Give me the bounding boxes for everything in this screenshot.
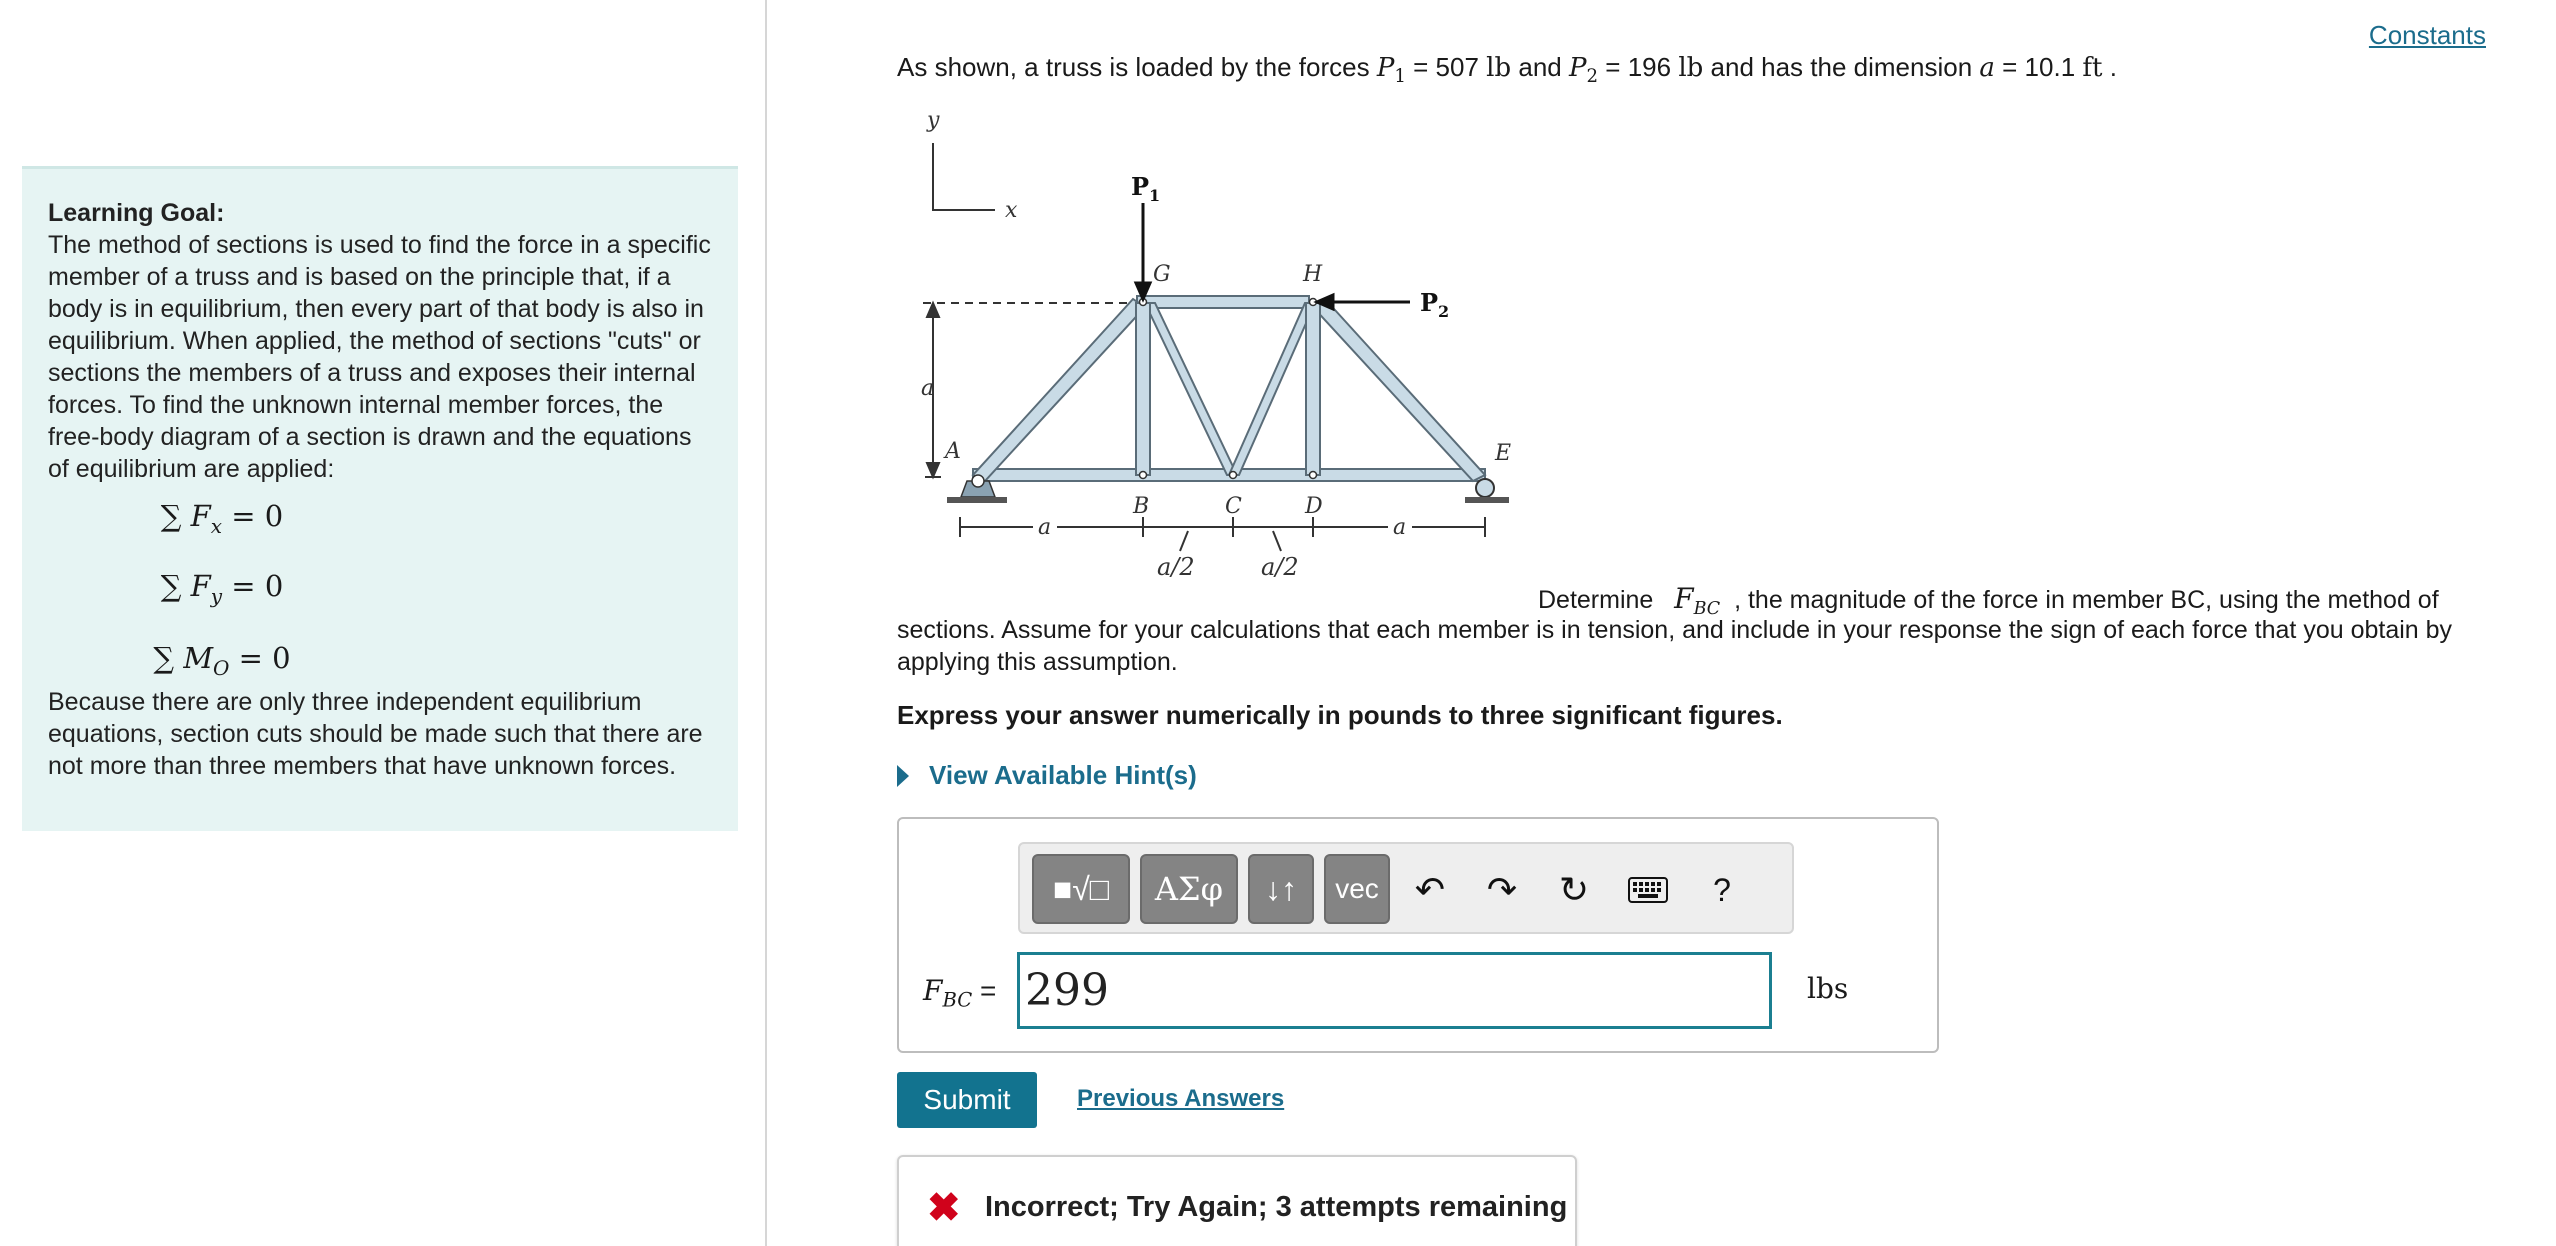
learning-goal-title: Learning Goal: (48, 199, 225, 227)
constants-link[interactable]: Constants (2368, 20, 2486, 50)
answer-variable-label: $F_{BC}$ = (923, 974, 997, 1012)
view-hints-toggle[interactable] (897, 760, 1197, 791)
equation-sum-fy: ∑ $F_y = 0$ (160, 568, 284, 608)
feedback-message: Incorrect; Try Again; 3 attempts remaining (985, 1191, 1568, 1223)
question-first-line: Determine $F_{BC}$ , the magnitude of the force in member BC, using the method of (1538, 582, 2439, 619)
node-label-b: B (1133, 494, 1150, 519)
greek-symbols-button[interactable]: ΑΣφ (1140, 854, 1238, 924)
undo-icon[interactable]: ↶ (1414, 869, 1446, 910)
help-icon[interactable]: ? (1713, 871, 1731, 908)
equation-sum-mo: ∑ $M_O = 0$ (153, 640, 291, 680)
answer-input[interactable]: 299 (1017, 952, 1772, 1029)
node-label-h: H (1303, 262, 1323, 287)
keyboard-icon[interactable] (1618, 858, 1678, 922)
p2-value: 196 (1627, 52, 1672, 82)
axis-x-label: x (1005, 198, 1018, 223)
question-text: sections. Assume for your calculations that each member is in tension, and include in your response the sign of each force that you obtain by applying this assumption. (897, 616, 2453, 676)
submit-button[interactable]: Submit (897, 1072, 1037, 1128)
redo-icon[interactable]: ↷ (1486, 869, 1518, 910)
error-x-icon: ✖ (927, 1186, 961, 1230)
roller-support-e (1465, 479, 1509, 503)
vector-button[interactable]: vec (1324, 854, 1390, 924)
answer-box (897, 817, 1939, 1053)
feedback-box (897, 1155, 1577, 1246)
dim-a-vertical: a (921, 376, 935, 401)
node-label-e: E (1495, 441, 1512, 466)
dim-a-left: a (1038, 515, 1052, 540)
axes-indicator (933, 143, 995, 210)
reset-icon[interactable]: ↻ (1558, 869, 1590, 910)
problem-statement: As shown, a truss is loaded by the forces $P_1 = 507$ lb and $P_2 = 196$ lb and has the dimension a = 10.1 ft . (897, 52, 2117, 88)
previous-answers-link[interactable]: Previous Answers (1077, 1085, 1285, 1112)
a-value: 10.1 (2024, 52, 2076, 82)
p2-label: $P_2$ (1420, 288, 1450, 321)
p1-value: 507 (1435, 52, 1479, 82)
dim-a-right: a (1393, 515, 1407, 540)
dim-half-left: a/2 (1157, 553, 1195, 581)
arrows-button[interactable]: ↓↑ (1248, 854, 1314, 924)
dim-half-right: a/2 (1261, 553, 1299, 581)
learning-goal-box (22, 166, 738, 831)
answer-unit: lbs (1807, 972, 1849, 1005)
node-label-d: D (1305, 494, 1323, 519)
templates-button[interactable]: ■√□ (1032, 854, 1130, 924)
learning-goal-intro: The method of sections is used to find the force in a specific member of a truss and is based on the principle that, if a body is in equilibrium, then every part of that body is also in equilibrium. When applied, the method of sections "cuts" or sections the members of a truss and exposes their internal forces. To find the unknown internal member forces, the free-body diagram of a section is drawn and the equations of equilibrium are applied: (48, 231, 711, 483)
view-hints-label: View Available Hint(s) (929, 760, 1197, 790)
left-panel (0, 0, 767, 1246)
p1-label: $P_1$ (1131, 172, 1161, 205)
learning-goal-outro: Because there are only three independent equilibrium equations, section cuts should be made such that there are not more than three members that have unknown forces. (48, 688, 703, 781)
node-label-g: G (1153, 262, 1171, 287)
node-label-a: A (945, 439, 961, 464)
caret-right-icon (897, 765, 909, 787)
node-label-c: C (1225, 494, 1242, 519)
math-toolbar (1018, 842, 1794, 934)
answer-instructions: Express your answer numerically in pounds to three significant figures. (897, 700, 1783, 730)
equation-sum-fx: ∑ $F_x = 0$ (160, 499, 284, 538)
axis-y-label: y (927, 108, 940, 133)
truss-figure (905, 103, 1525, 593)
